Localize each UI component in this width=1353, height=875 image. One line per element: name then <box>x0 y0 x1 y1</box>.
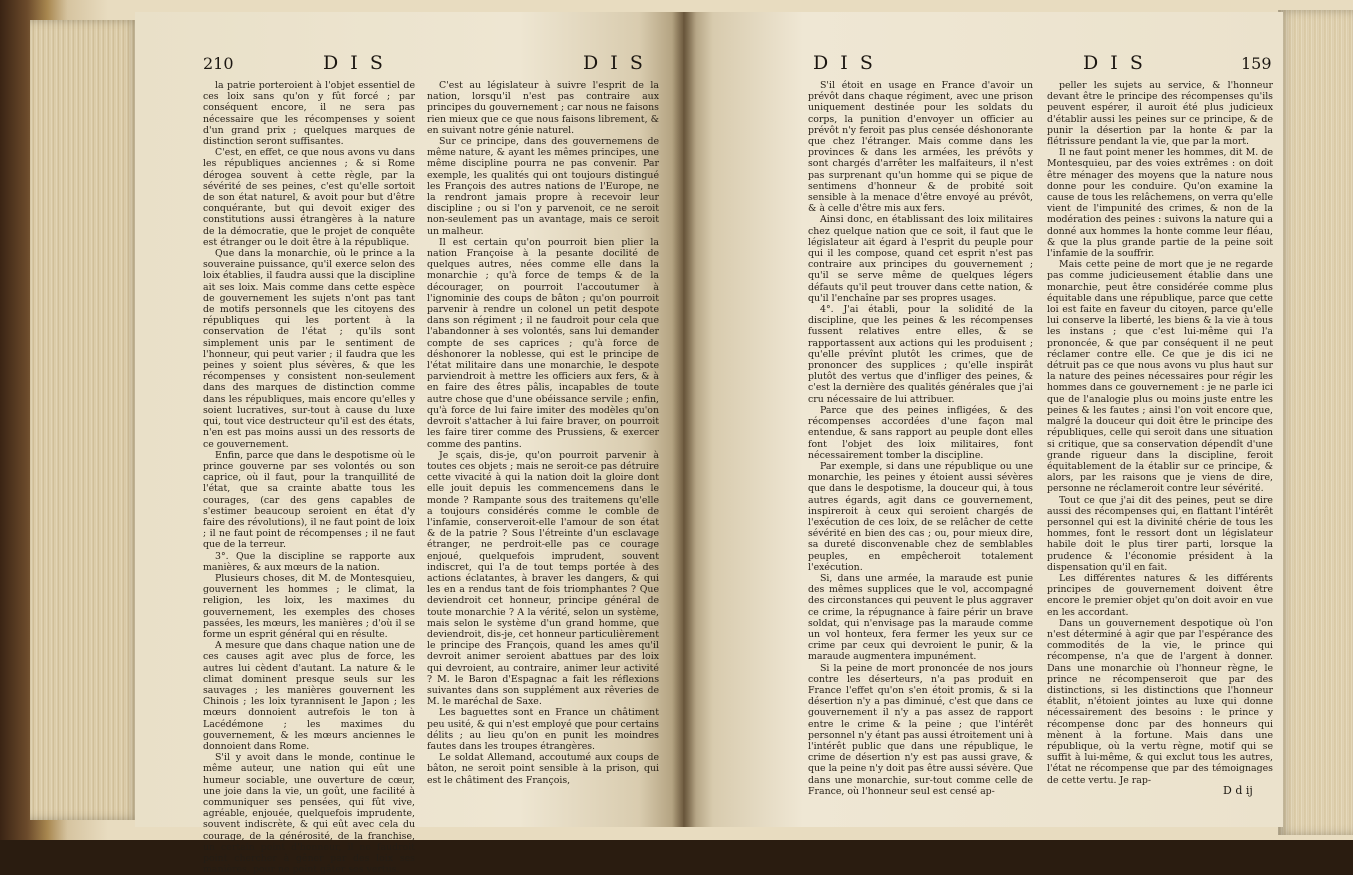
paragraph: Enfin, parce que dans le despotisme où le prince gouverne par ses volontés ou son caprice, où il faut, pour la tranquillité de l'état, que sa crainte abatte tous les courages, (car des gens capables de s'estimer beaucoup seroient en état d'y faire des révolutions), il ne faut point de loix ; il ne faut point de récompenses ; il ne faut que de la terreur. <box>203 449 415 551</box>
running-head: D I S <box>323 52 386 74</box>
paragraph: Le soldat Allemand, accoutumé aux coups de bâton, ne seroit point sensible à la prison, qui est le châtiment des François, <box>427 752 659 786</box>
paragraph: Si la peine de mort prononcée de nos jours contre les déserteurs, n'a pas produit en France l'effet qu'on s'en étoit promis, & si la désertion n'y a pas diminué, c'est que dans ce gouvernement il n'y a pas assez de rapport entre le crime & la peine ; que l'intérêt personnel n'y étant pas aussi étroitement uni à l'intérêt public que dans une république, le crime de désertion n'y est pas aussi grave, & que la peine n'y doit pas être aussi sévère. Que dans une monarchie, sur-tout comme celle de France, où l'honneur seul est censé ap- <box>808 662 1033 797</box>
paragraph: 4°. J'ai établi, pour la solidité de la discipline, que les peines & les récompenses fussent relatives entre elles, & se rapportassent aux actions qui les produisent ; qu'elle prévînt plutôt les crimes, que de prononcer des supplices ; qu'elle inspirât plutôt des vertus que d'infliger des peines, & c'est la dernière des qualités générales que j'ai cru nécessaire de lui attribuer. <box>808 304 1033 405</box>
paragraph: Les baguettes sont en France un châtiment peu usité, & qui n'est employé que pour certains délits ; au lieu qu'on en punit les moindres fautes dans les troupes étrangères. <box>427 707 659 752</box>
text-column-left-1 <box>203 80 415 875</box>
paragraph: Par exemple, si dans une république ou une monarchie, les peines y étoient aussi sévères que dans le despotisme, la douceur qui, à tous autres égards, agit dans ce gouvernement, inspireroit à ceux qui seroient chargés de l'exécution de ces loix, de se relâcher de cette sévérité en bien des cas ; ou, pour mieux dire, sa dureté disconvenable chez de semblables peuples, en empêcheroit totalement l'exécution. <box>808 460 1033 573</box>
signature-mark: D d ij <box>1223 784 1253 797</box>
paragraph: A mesure que dans chaque nation une de ces causes agit avec plus de force, les autres lui cèdent d'autant. La nature & le climat dominent presque seuls sur les sauvages ; les manières gouvernent les Chinois ; les loix tyrannisent le Japon ; les mœurs donnoient autrefois le ton à Lacédémone ; les maximes du gouvernement, & les mœurs anciennes le donnoient dans Rome. <box>203 640 415 752</box>
right-page-edges <box>1278 10 1353 835</box>
left-page-header <box>203 52 673 76</box>
paragraph: Il est certain qu'on pourroit bien plier la nation Françoise à la pesante docilité de quelques autres, nées comme elle dans la monarchie ; qu'à force de temps & de la décourager, on pourroit l'accoutumer à l'ignominie des coups de bâton ; qu'on pourroit parvenir à rendre un colonel un petit despote dans son régiment ; il ne faudroit pour cela que l'abandonner à ses volontés, sans lui demander compte de ses caprices ; qu'à force de déshonorer la noblesse, qui est le principe de l'état militaire dans une monarchie, le despote parviendroit à mettre les officiers aux fers, & à en faire des êtres pâlis, incapables de toute autre chose que d'une obéissance servile ; enfin, qu'à force de lui faire imiter des modèles qu'on devroit s'attacher à lui faire braver, on pourroit les faire tirer comme des Prussiens, & exercer comme des pantins. <box>427 236 659 450</box>
page-number: 210 <box>203 54 234 73</box>
paragraph: C'est au législateur à suivre l'esprit de la nation, lorsqu'il n'est pas contraire aux principes du gouvernement ; car nous ne faisons rien mieux que ce que nous faisons librement, & en suivant notre génie naturel. <box>427 80 659 136</box>
paragraph: Plusieurs choses, dit M. de Montesquieu, gouvernent les hommes ; le climat, la religion, les loix, les maximes du gouvernement, les exemples des choses passées, les mœurs, les manières ; d'où il se forme un esprit général qui en résulte. <box>203 572 415 640</box>
paragraph: 3°. Que la discipline se rapporte aux manières, & aux mœurs de la nation. <box>203 550 415 573</box>
right-page-header <box>813 52 1273 76</box>
text-column-right-2 <box>1047 80 1273 786</box>
paragraph: S'il étoit en usage en France d'avoir un prévôt dans chaque régiment, avec une prison uniquement destinée pour les soldats du corps, la punition d'envoyer un officier au prévôt n'y feroit pas plus censée déshonorante que chez l'étranger. Mais comme dans les provinces & dans les armées, les prévôts y sont chargés d'arrêter les malfaiteurs, il n'est pas surprenant qu'un homme qui se pique de sentimens d'honneur & de probité soit sensible à la menace d'être envoyé au prévôt, & à celle d'être mis aux fers. <box>808 80 1033 215</box>
paragraph: peller les sujets au service, & l'honneur devant être le principe des récompenses qu'ils peuvent espérer, il auroit été plus judicieux d'établir aussi les peines sur ce principe, & de punir la désertion par la honte & par la flétrissure pendant la vie, que par la mort. <box>1047 80 1273 148</box>
paragraph: Que dans la monarchie, où le prince a la souveraine puissance, qu'il exerce selon des loix établies, il faudra aussi que la discipline ait ses loix. Mais comme dans cette espèce de gouvernement les sujets n'ont pas tant de motifs personnels que les citoyens des républiques qui les portent à la conservation de l'état ; qu'ils sont simplement unis par le sentiment de l'honneur, qui peut varier ; il faudra que les peines y soient plus sévères, & que les récompenses y consistent non-seulement dans des marques de distinction comme dans les républiques, mais encore qu'elles y soient lucratives, sur-tout à cause du luxe qui, tout vice destructeur qu'il est des états, n'en est pas moins aussi un des ressorts de ce gouvernement. <box>203 248 415 450</box>
text-column-right-1 <box>808 80 1033 797</box>
paragraph: Si, dans une armée, la maraude est punie des mêmes supplices que le vol, accompagné des circonstances qui peuvent le plus aggraver ce crime, la répugnance à faire périr un brave soldat, qui n'envisage pas la maraude comme un vol honteux, fera fermer les yeux sur ce crime par ceux qui devroient le punir, & la maraude augmentera impunément. <box>808 572 1033 663</box>
book-gutter <box>672 12 696 827</box>
paragraph: Sur ce principe, dans des gouvernemens de même nature, & ayant les mêmes principes, une même discipline pourra ne pas convenir. Par exemple, les qualités qui ont toujours distingué les François des autres nations de l'Europe, ne la rendront jamais propre à recevoir leur discipline ; ou si l'on y parvenoit, ce ne seroit non-seulement pas un avantage, mais ce seroit un malheur. <box>427 136 659 237</box>
left-page <box>135 12 683 875</box>
paragraph: C'est, en effet, ce que nous avons vu dans les républiques anciennes ; & si Rome dérogea souvent à cette règle, par la sévérité de ses peines, c'est qu'elle sortoit de son état naturel, & avoit pour but d'être conquérante, but qui devoit exiger des constitutions aussi étrangères à la nature de la démocratie, que le projet de conquête est étranger ou le doit être à la république. <box>203 147 415 248</box>
left-page-edges <box>30 20 140 820</box>
right-page <box>683 12 1283 827</box>
text-column-left-2 <box>427 80 659 786</box>
running-head: D I S <box>583 52 646 74</box>
paragraph: Il ne faut point mener les hommes, dit M. de Montesquieu, par des voies extrêmes : on doit être ménager des moyens que la nature nous donne pour les conduire. Qu'on examine la cause de tous les relâchemens, on verra qu'elle vient de l'impunité des crimes, & non de la modération des peines : suivons la nature qui a donné aux hommes la honte comme leur fléau, & que la plus grande partie de la peine soit l'infamie de la souffrir. <box>1047 147 1273 260</box>
paragraph: la patrie porteroient à l'objet essentiel de ces loix sans qu'on y fût forcé ; par conséquent encore, il ne sera pas nécessaire que les récompenses y soient d'un grand prix ; quelques marques de distinction seront suffisantes. <box>203 80 415 148</box>
running-head: D I S <box>1083 52 1146 74</box>
paragraph: Parce que des peines infligées, & des récompenses accordées d'une façon mal entendue, & sans rapport au peuple dont elles font l'objet des loix militaires, font nécessairement tomber la discipline. <box>808 404 1033 461</box>
paragraph: Je sçais, dis-je, qu'on pourroit parvenir à toutes ces objets ; mais ne seroit-ce pas détruire cette vivacité à qui la nation doit la gloire dont elle jouit depuis les commencemens dans le monde ? Rampante sous des traitemens qu'elle a toujours considérés comme le comble de l'infamie, conserveroit-elle l'amour de son état & de la patrie ? Sous l'étreinte d'un esclavage étranger, ne perdroit-elle pas ce courage enjoué, quelquefois imprudent, souvent indiscret, qui l'a de tout temps portée à des actions éclatantes, à braver les dangers, & qui les en a rendus tant de fois triomphantes ? Que deviendroit cet honneur, principe général de toute monarchie ? A la vérité, selon un système, mais selon le système d'un grand homme, que deviendroit, dis-je, cet honneur particulièrement le principe des François, quand les ames qu'il devroit animer seroient abattues par des loix qui devroient, au contraire, animer leur activité ? M. le Baron d'Espagnac a fait les réflexions suivantes dans son supplément aux rêveries de M. le maréchal de Saxe. <box>427 449 659 708</box>
paragraph: S'il y avoit dans le monde, continue le même auteur, une nation qui eût une humeur sociable, une ouverture de cœur, une joie dans la vie, un goût, une facilité à communiquer ses pensées, qui fût vive, agréable, enjouée, quelquefois imprudente, souvent indiscrète, & qui eût avec cela du courage, de la générosité, de la franchise, un certain point d'honneur, il ne faudroit point chercher à gêner par des loix ses manières, pour ne point gâter ses vertus. <box>203 752 415 875</box>
paragraph: Tout ce que j'ai dit des peines, peut se dire aussi des récompenses qui, en flattant l'intérêt personnel qui est la divinité chérie de tous les hommes, font le ressort dont un législateur habile doit le plus tirer parti, lorsque la prudence & l'économie président à la dispensation qu'il en fait. <box>1047 494 1273 573</box>
page-number: 159 <box>1241 54 1272 73</box>
paragraph: Mais cette peine de mort que je ne regarde pas comme judicieusement établie dans une monarchie, peut être considérée comme plus équitable dans une république, parce que cette loi est faite en faveur du citoyen, parce qu'elle lui conserve la liberté, les biens & la vie à tous les instans ; que c'est lui-même qui l'a prononcée, & que par conséquent il ne peut réclamer contre elle. Ce que je dis ici ne détruit pas ce que nous avons vu plus haut sur la nature des peines nécessaires pour régir les hommes dans ce gouvernement : je ne parle ici que de l'analogie plus ou moins juste entre les peines & les fautes ; ainsi l'on voit encore que, malgré la douceur qui doit être le principe des républiques, celle qui seroit dans une situation si critique, que sa conservation dépendît d'une grande rigueur dans la discipline, feroit équitablement de la établir sur ce principe, & alors, par les raisons que je viens de dire, personne ne réclameroit contre leur sévérité. <box>1047 259 1273 495</box>
paragraph: Dans un gouvernement despotique où l'on n'est déterminé à agir que par l'espérance des commodités de la vie, le prince qui récompense, n'a que de l'argent à donner. Dans une monarchie où l'honneur règne, le prince ne récompenseroit que par des distinctions, si les distinctions que l'honneur établit, n'étoient jointes au luxe qui donne nécessairement des besoins : le prince y récompense donc par des honneurs qui mènent à la fortune. Mais dans une république, où la vertu règne, motif qui se suffit à lui-même, & qui exclut tous les autres, l'état ne récompense que par des témoignages de cette vertu. Je rap- <box>1047 617 1273 786</box>
paragraph: Les différentes natures & les différents principes de gouvernement doivent être encore le premier objet qu'on doit avoir en vue en les accordant. <box>1047 572 1273 618</box>
paragraph: Ainsi donc, en établissant des loix militaires chez quelque nation que ce soit, il faut que le législateur ait égard à l'esprit du peuple pour qui il les compose, quand cet esprit n'est pas contraire aux principes du gouvernement ; qu'il se serve même de quelques légers défauts qu'il peut trouver dans cette nation, & qu'il l'enchaîne par ses propres usages. <box>808 214 1033 304</box>
running-head: D I S <box>813 52 876 74</box>
